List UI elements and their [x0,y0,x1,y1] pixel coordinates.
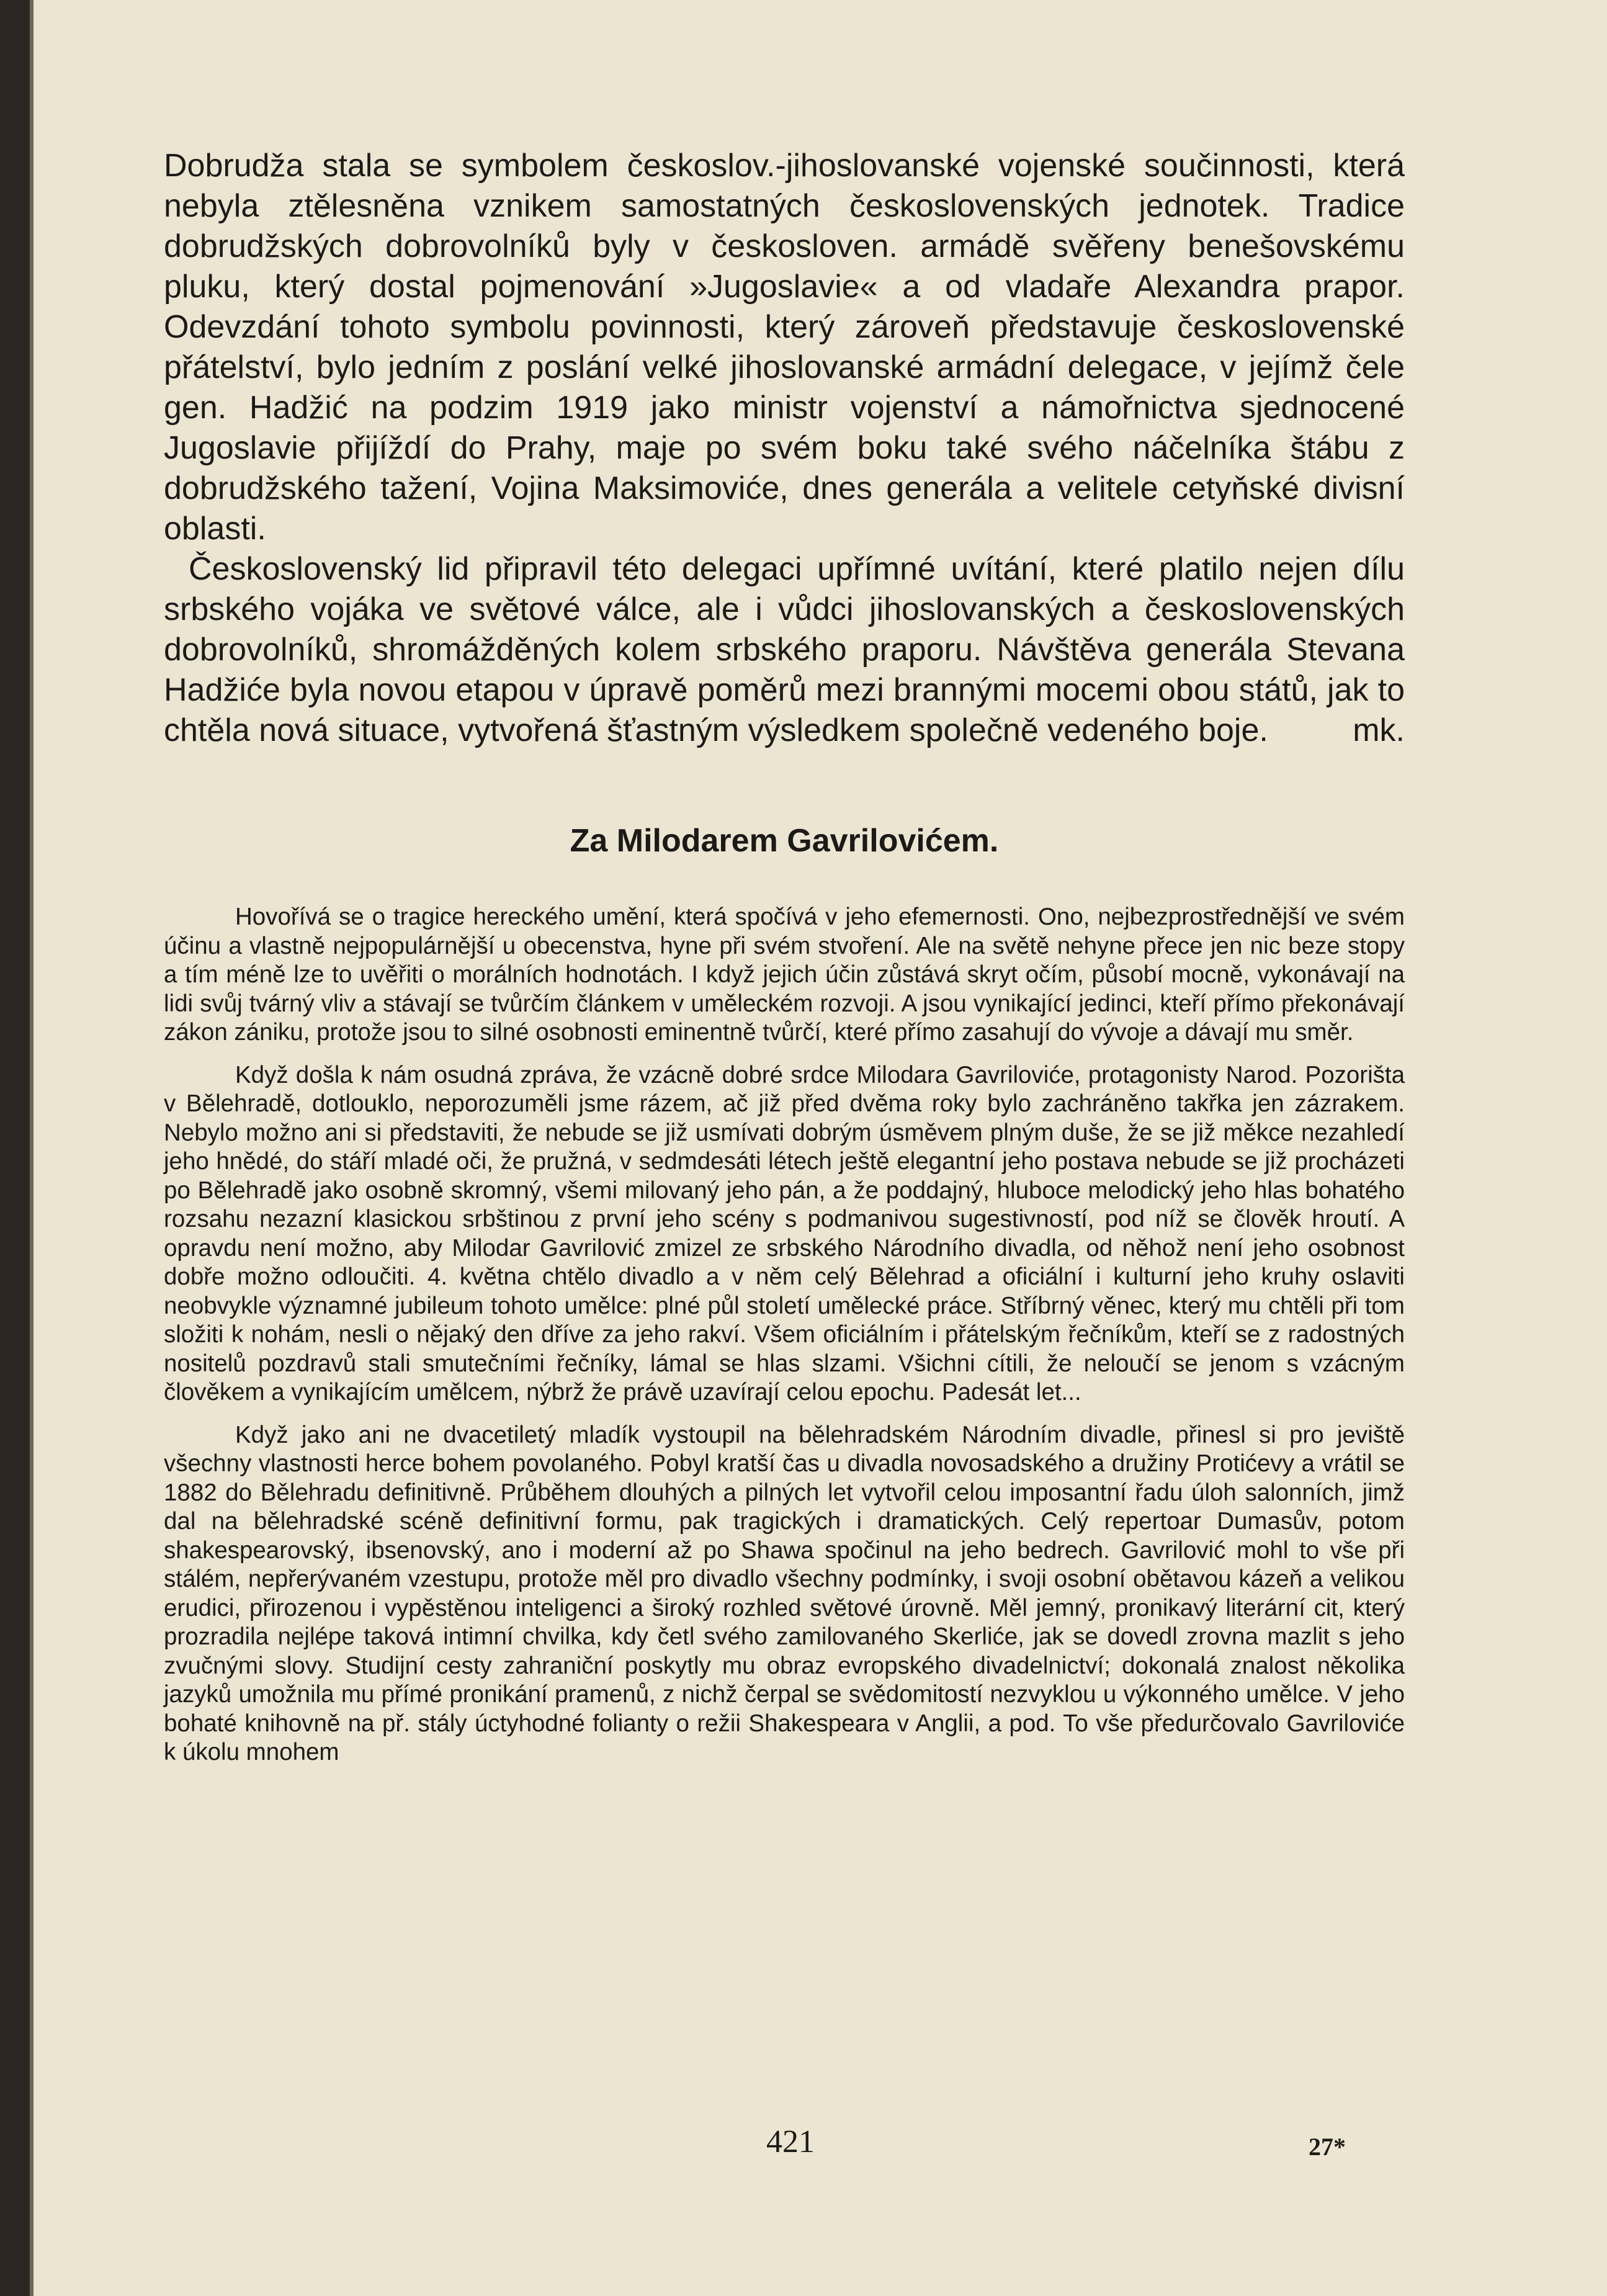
intro-signature: mk. [1353,712,1405,748]
book-page [30,0,1607,2296]
intro-paragraph-2 [164,549,1405,751]
article-title: Za Milodarem Gavrilovićem. [570,823,999,859]
sheet-signature: 27* [1309,2133,1346,2161]
article-paragraph-2: Když došla k nám osudná zpráva, že vzácně dobré srdce Milodara Gavriloviće, protagonisty Narod. Pozorišta v Bělehradě, dotlouklo, neporozuměli jsme rázem, ač již před dvěma roky bylo zachráněno takřka jen zázrakem. Nebylo možno ani si představiti, že nebude se již usmívati dobrým úsměvem plným duše, že se již měkce nezahledí jeho hnědé, do stáří mladé oči, že pružná, v sedmdesáti létech ještě elegantní jeho postava nebude se již procházeti po Bělehradě jako osobně skromný, všemi milovaný jeho pán, a že poddajný, hluboce melodický jeho hlas bohatého rozsahu nezazní klasickou srbštinou z první jeho scény s podmanivou sugestivností, pod níž se člověk hroutí. A opravdu není možno, aby Milodar Gavrilović zmizel ze srbského Národního divadla, od něhož není jeho osobnost dobře možno odloučiti. 4. května chtělo divadlo a v něm celý Bělehrad a oficiální i kulturní jeho kruhy oslaviti neobvykle významné jubileum tohoto umělce: plné půl století umělecké práce. Stříbrný věnec, který mu chtěli při tom složiti k nohám, nesli o nějaký den dříve za jeho rakví. Všem oficiálním i přátelským řečníkům, kteří se z radostných nositelů pozdravů stali smutečními řečníky, lámal se hlas slzami. Všichni cítili, že neloučí se jenom s vzácným člověkem a vynikajícím umělcem, nýbrž že právě uzavírají celou epochu. Padesát let... [164,1061,1405,1406]
article-body [164,903,1405,1781]
article-paragraph-3: Když jako ani ne dvacetiletý mladík vystoupil na bělehradském Národním divadle, přinesl si pro jeviště všechny vlastnosti herce bohem povolaného. Pobyl kratší čas u divadla novosadského a družiny Protićevy a vrátil se 1882 do Bělehradu definitivně. Průběhem dlouhých a pilných let vytvořil celou imposantní řadu úloh salonních, jimž dal na bělehradské scéně definitivní formu, pak tragických i dramatických. Celý repertoar Dumasův, potom shakespearovský, ibsenovský, ano i moderní až po Shawa spočinul na jeho bedrech. Gavrilović mohl to vše při stálém, nepřerývaném vzestupu, protože měl pro divadlo všechny podmínky, i svoji osobní obětavou kázeň a velikou erudici, přirozenou i vypěstěnou inteligenci a široký rozhled světové úrovně. Měl jemný, pronikavý literární cit, který prozradila nejlépe taková intimní chvilka, kdy četl svého zamilovaného Skerliće, jak se dovedl zrovna mazlit s jeho zvučnými slovy. Studijní cesty zahraniční poskytly mu obraz evropského divadelnictví; dokonalá znalost několika jazyků umožnila mu přímé pronikání pramenů, z nichž čerpal se svědomitostí nezvyklou u výkonného umělce. V jeho bohaté knihovně na př. stály úctyhodné folianty o režii Shakespeara v Anglii, a pod. To vše předurčovalo Gavriloviće k úkolu mnohem [164,1421,1405,1765]
article-paragraph-1: Hovořívá se o tragice hereckého umění, která spočívá v jeho efemernosti. Ono, nejbezprostřednější ve svém účinu a vlastně nejpopulárnější u obecenstva, hyne při svém stvoření. Ale na světě nehyne přece jen nic beze stopy a tím méně lze to uvěřiti o morálních hodnotách. I když jejich účin zůstává skryt očím, působí mocně, vykonávají na lidi svůj tvárný vliv a stávají se tvůrčím článkem v uměleckém rozvoji. A jsou vynikající jedinci, kteří přímo překonávají zákon zániku, protože jsou to silné osobnosti eminentně tvůrčí, které přímo zasahují do vývoje a dávají mu směr. [164,904,1405,1046]
intro-text-block [164,146,1405,751]
intro-paragraph-2-text: Československý lid připravil této delegaci upřímné uvítání, které platilo nejen dílu srbského vojáka ve světové válce, ale i vůdci jihoslovanských a československých dobrovolníků, shromážděných kolem srbského praporu. Návštěva generála Stevana Hadžiće byla novou etapou v úpravě poměrů mezi brannými mocemi obou států, jak to chtěla nová situace, vytvořená šťastným výsledkem společně vedeného boje. [164,551,1405,748]
intro-paragraph-1: Dobrudža stala se symbolem českoslov.-jihoslovanské vojenské součinnosti, která nebyla ztělesněna vznikem samostatných československých jednotek. Tradice dobrudžských dobrovolníků byly v českosloven. armádě svěřeny benešovskému pluku, který dostal pojmenování »Jugoslavie« a od vladaře Alexandra prapor. Odevzdání tohoto symbolu povinnosti, který zároveň představuje československé přátelství, bylo jedním z poslání velké jihoslovanské armádní delegace, v jejímž čele gen. Hadžić na podzim 1919 jako ministr vojenství a námořnictva sjednocené Jugoslavie přijíždí do Prahy, maje po svém boku také svého náčelníka štábu z dobrudžského tažení, Vojina Maksimoviće, dnes generála a velitele cetyňské divisní oblasti. [164,148,1405,547]
page-number: 421 [766,2124,815,2159]
